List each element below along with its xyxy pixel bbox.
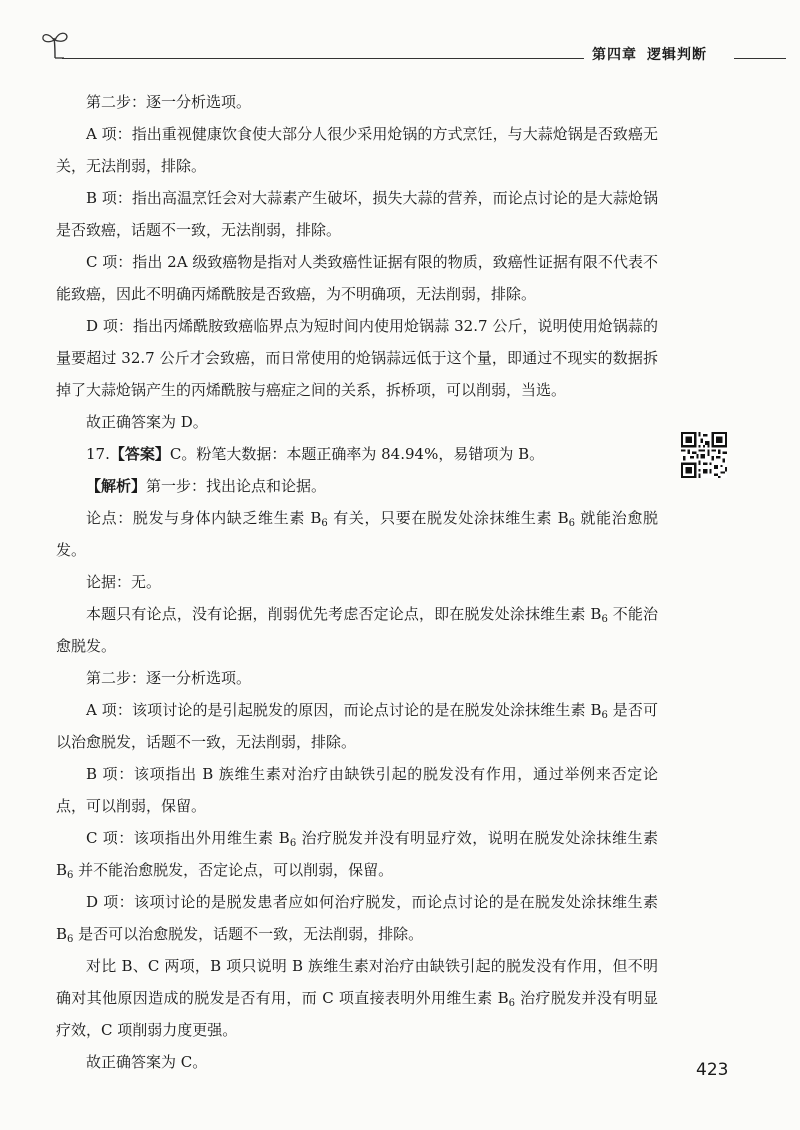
qr-code-icon[interactable]	[681, 432, 727, 478]
paragraph: 第二步：逐一分析选项。	[86, 93, 252, 111]
chapter-title	[592, 44, 732, 64]
paragraph: B 项：该项指出 B 族维生素对治疗由缺铁引起的脱发没有作用，通过举例来否定论点，可以削弱，保留。	[56, 765, 658, 815]
answer-explanation	[56, 86, 658, 1078]
paragraph: 第二步：逐一分析选项。	[86, 669, 252, 687]
paragraph: 故正确答案为 D。	[86, 413, 208, 431]
paragraph: D 项：该项讨论的是脱发患者应如何治疗脱发，而论点讨论的是在脱发处涂抹维生素 $B_6$ 是否可以治愈脱发，话题不一致，无法削弱，排除。	[56, 893, 658, 945]
leaf-sprout-icon	[40, 28, 70, 60]
header-rule	[62, 58, 584, 59]
page-header	[0, 0, 800, 70]
paragraph: 论点：脱发与身体内缺乏维生素 $B_6$ 有关，只要在脱发处涂抹维生素 $B_6$ 就能治愈脱发。	[56, 509, 658, 559]
paragraph: 故正确答案为 C。	[86, 1053, 208, 1071]
paragraph: A 项：指出重视健康饮食使大部分人很少采用炝锅的方式烹饪，与大蒜炝锅是否致癌无关，无法削弱，排除。	[56, 125, 658, 175]
paragraph: B 项：指出高温烹饪会对大蒜素产生破坏，损失大蒜的营养，而论点讨论的是大蒜炝锅是否致癌，话题不一致，无法削弱，排除。	[56, 189, 658, 239]
section-title: 逻辑判断	[647, 47, 707, 63]
paragraph: 本题只有论点，没有论据，削弱优先考虑否定论点，即在脱发处涂抹维生素 $B_6$ 不能治愈脱发。	[56, 605, 658, 655]
paragraph: D 项：指出丙烯酰胺致癌临界点为短时间内使用炝锅蒜 32.7 公斤，说明使用炝锅蒜的量要超过 32.7 公斤才会致癌，而日常使用的炝锅蒜远低于这个量，即通过不现实的数据拆掉了大蒜炝锅产生的丙烯酰胺与癌症之间的关系，拆桥项，可以削弱，当选。	[56, 317, 658, 399]
paragraph: A 项：该项讨论的是引起脱发的原因，而论点讨论的是在脱发处涂抹维生素 $B_6$ 是否可以治愈脱发，话题不一致，无法削弱，排除。	[56, 701, 658, 751]
answer-line: 17.【答案】C。粉笔大数据：本题正确率为 84.94%，易错项为 B。	[86, 445, 545, 463]
analysis-label: 【解析】	[86, 477, 147, 495]
answer-label: 【答案】	[109, 445, 170, 463]
page-number: 423	[696, 1060, 729, 1080]
paragraph: 论据：无。	[86, 573, 162, 591]
analysis-line: 【解析】第一步：找出论点和论据。	[86, 477, 327, 495]
chapter-number: 第四章	[592, 47, 637, 63]
paragraph: 对比 B、C 两项，B 项只说明 B 族维生素对治疗由缺铁引起的脱发没有作用，但不明确对其他原因造成的脱发是否有用，而 C 项直接表明外用维生素 $B_6$ 治疗脱发并没有明显疗效，C 项削弱力度更强。	[56, 957, 658, 1039]
paragraph: C 项：指出 2A 级致癌物是指对人类致癌性证据有限的物质，致癌性证据有限不代表不能致癌，因此不明确丙烯酰胺是否致癌，为不明确项，无法削弱，排除。	[56, 253, 658, 303]
paragraph: C 项：该项指出外用维生素 $B_6$ 治疗脱发并没有明显疗效，说明在脱发处涂抹维生素 $B_6$ 并不能治愈脱发，否定论点，可以削弱，保留。	[56, 829, 658, 881]
header-rule	[734, 58, 786, 59]
